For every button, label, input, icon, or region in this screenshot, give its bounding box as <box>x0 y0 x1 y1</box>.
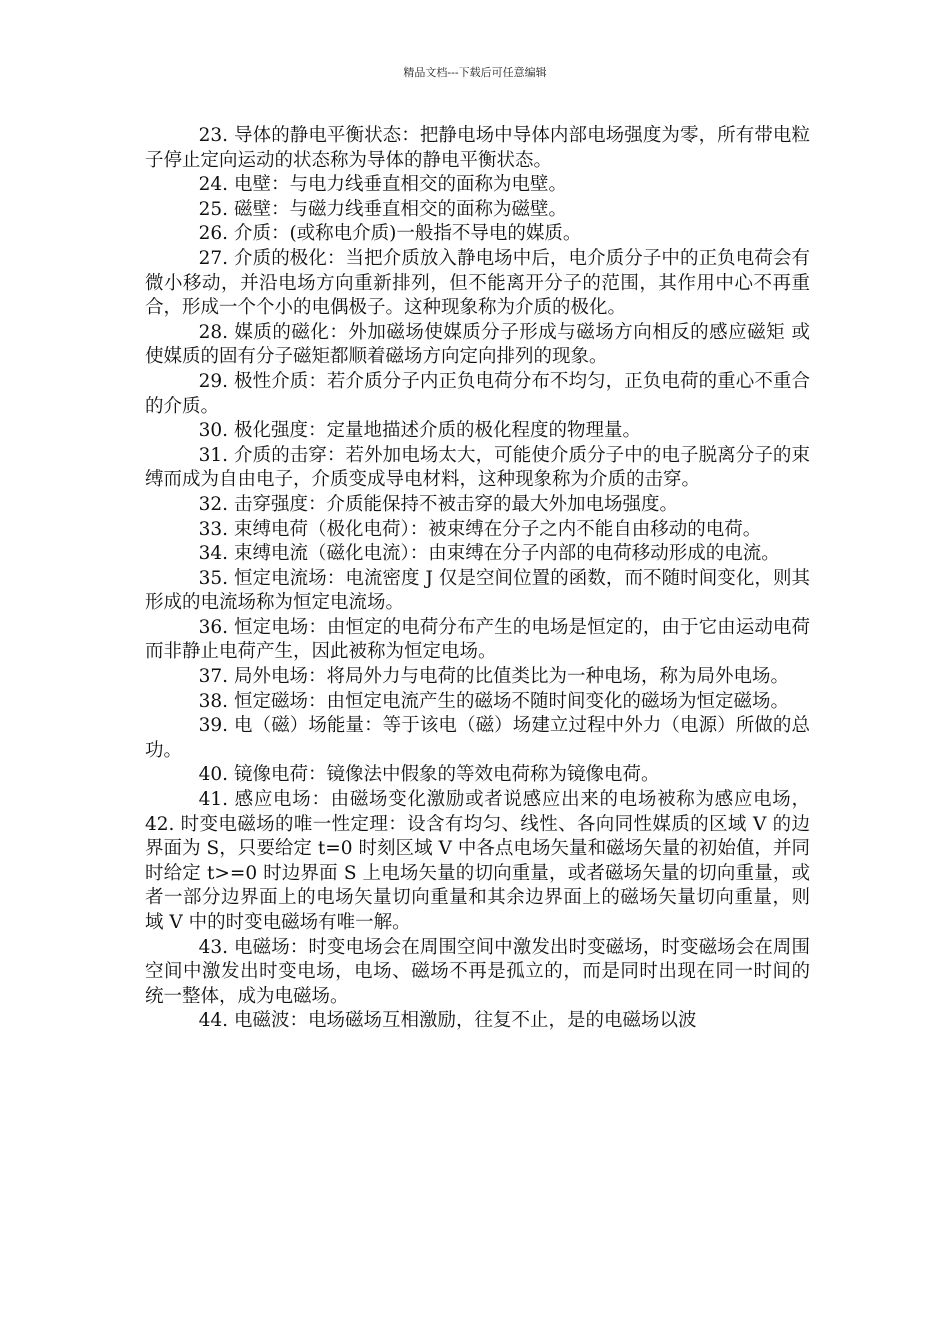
definition-35: 35. 恒定电流场：电流密度 J 仅是空间位置的函数，而不随时间变化，则其形成的电流场称为恒定电流场。 <box>145 567 810 614</box>
definition-25: 25. 磁壁：与磁力线垂直相交的面称为磁壁。 <box>198 198 567 220</box>
definition-39: 39. 电（磁）场能量：等于该电（磁）场建立过程中外力（电源）所做的总功。 <box>145 715 810 761</box>
definition-34: 34. 束缚电流（磁化电流）：由束缚在分子内部的电荷移动形成的电流。 <box>198 543 780 565</box>
definition-33: 33. 束缚电荷（极化电荷）：被束缚在分子之内不能自由移动的电荷。 <box>198 518 762 540</box>
definition-28: 28. 媒质的磁化：外加磁场使媒质分子形成与磁场方向相反的感应磁矩 或使媒质的固有分子磁矩都顺着磁场方向定向排列的现象。 <box>145 321 810 368</box>
definition-36: 36. 恒定电场：由恒定的电荷分布产生的电场是恒定的，由于它由运动电荷而非静止电荷产生，因此被称为恒定电场。 <box>145 616 810 663</box>
definition-44: 44. 电磁波：电场磁场互相激励，往复不止，是的电磁场以波 <box>198 1010 697 1032</box>
page-header: 精品文档---下载后可任意编辑 <box>403 66 547 79</box>
definition-41-42: 41. 感应电场：由磁场变化激励或者说感应出来的电场被称为感应电场， 42. 时变电磁场的唯一性定理：设含有均匀、线性、各向同性媒质的区域 V 的边界面为 S，只要给定 t=0 时刻区域 V 中各点电场矢量和磁场矢量的初始值，并同时给定 t>=0 时边界面 S 上电场矢量的切向重量，或者磁场矢量的切向重量，或者一部分边界面上的电场矢量切向重量和其余边界面上的磁场矢量切向重量，则域 V 中的时变电磁场有唯一解。 <box>145 789 810 933</box>
document-body <box>145 124 810 1034</box>
definition-23: 23. 导体的静电平衡状态：把静电场中导体内部电场强度为零，所有带电粒子停止定向运动的状态称为导体的静电平衡状态。 <box>145 125 810 171</box>
definition-32: 32. 击穿强度：介质能保持不被击穿的最大外加电场强度。 <box>198 493 678 515</box>
definition-26: 26. 介质：(或称电介质)一般指不导电的媒质。 <box>198 223 582 245</box>
definition-30: 30. 极化强度：定量地描述介质的极化程度的物理量。 <box>198 420 641 442</box>
definition-38: 38. 恒定磁场：由恒定电流产生的磁场不随时间变化的磁场为恒定磁场。 <box>198 690 789 712</box>
definition-43: 43. 电磁场：时变电场会在周围空间中激发出时变磁场，时变磁场会在周围空间中激发出时变电场，电场、磁场不再是孤立的，而是同时出现在同一时间的统一整体，成为电磁场。 <box>145 936 810 1007</box>
definition-29: 29. 极性介质：若介质分子内正负电荷分布不均匀，正负电荷的重心不重合的介质。 <box>145 370 810 417</box>
definition-31: 31. 介质的击穿：若外加电场太大，可能使介质分子中的电子脱离分子的束缚而成为自由电子，介质变成导电材料，这种现象称为介质的击穿。 <box>145 444 810 491</box>
definition-24: 24. 电壁：与电力线垂直相交的面称为电壁。 <box>198 174 567 196</box>
definition-27: 27. 介质的极化：当把介质放入静电场中后，电介质分子中的正负电荷会有微小移动，并沿电场方向重新排列，但不能离开分子的范围，其作用中心不再重合，形成一个个小的电偶极子。这种现象称为介质的极化。 <box>145 247 810 319</box>
definition-37: 37. 局外电场：将局外力与电荷的比值类比为一种电场，称为局外电场。 <box>198 666 789 688</box>
definition-40: 40. 镜像电荷：镜像法中假象的等效电荷称为镜像电荷。 <box>198 764 660 786</box>
